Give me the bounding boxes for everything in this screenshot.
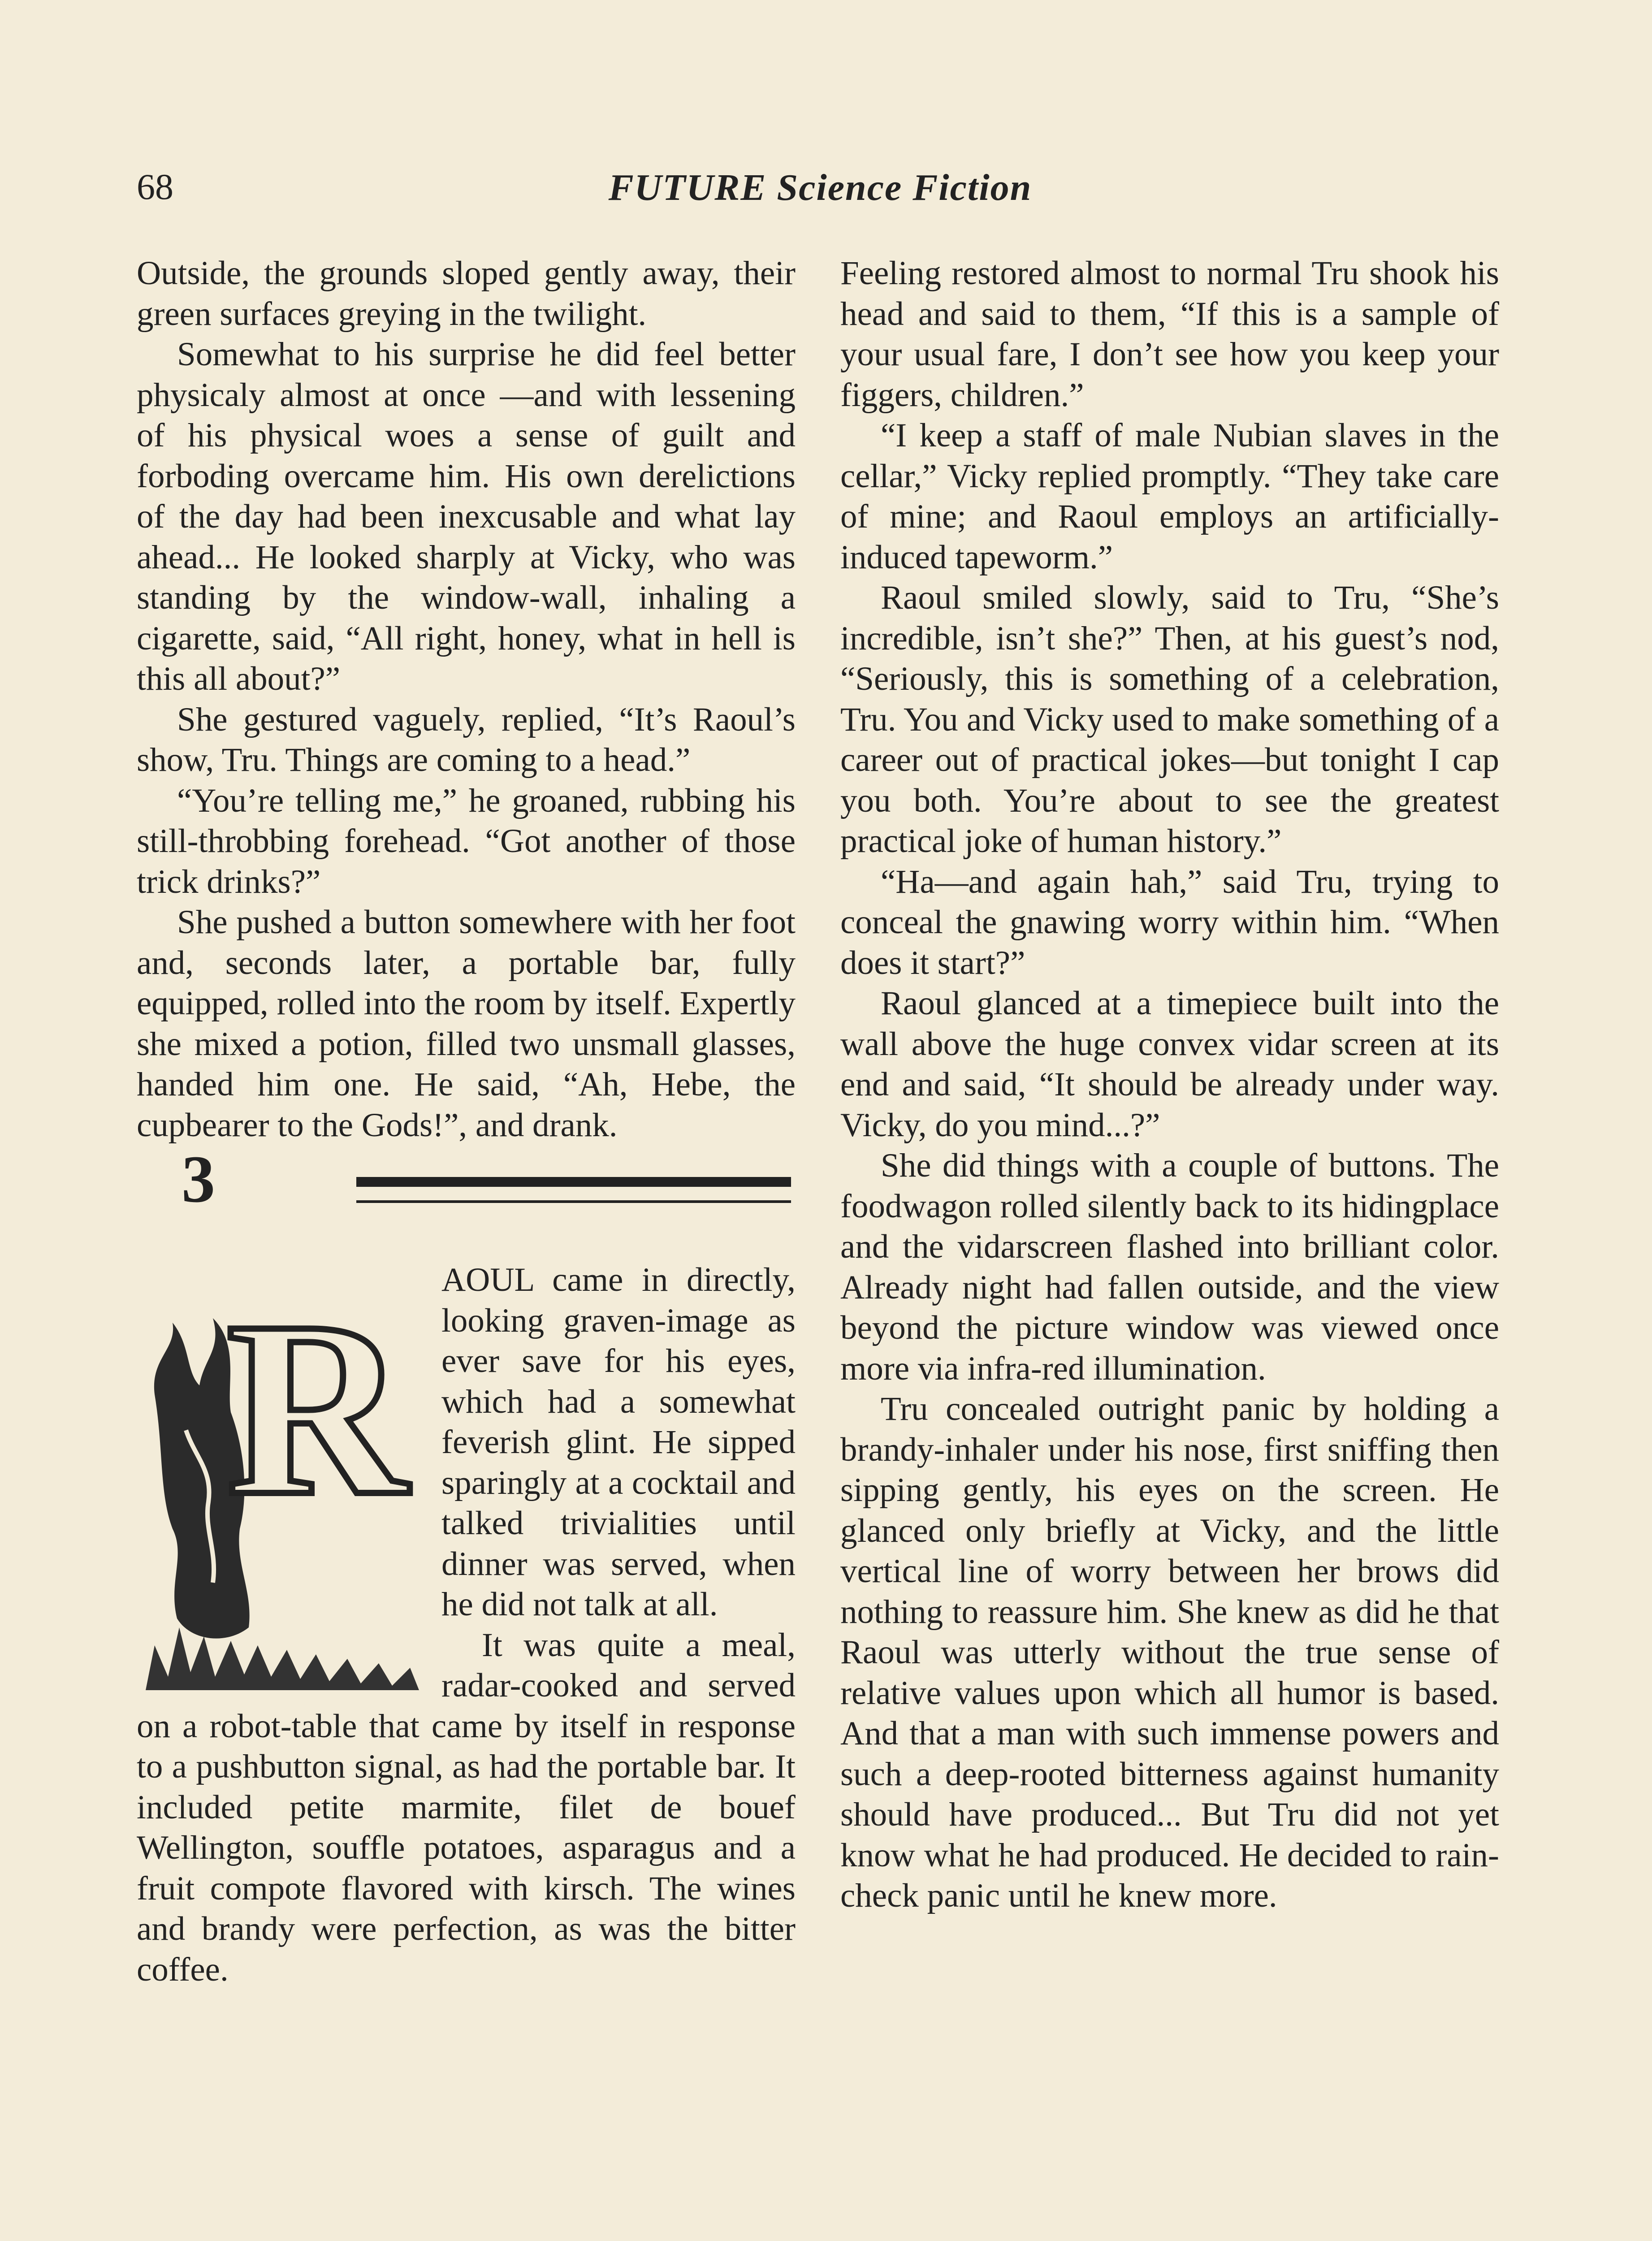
chapter-rule bbox=[356, 1177, 791, 1203]
drop-cap-illustration-icon bbox=[137, 1260, 424, 1699]
page-header bbox=[137, 166, 1504, 215]
decorative-drop-cap bbox=[137, 1260, 424, 1699]
chapter-heading bbox=[137, 1142, 796, 1260]
chapter-number: 3 bbox=[182, 1142, 215, 1216]
paragraph: It was quite a meal, radar-cooked and served on a robot-table that came by itself in response to a pushbutton signal, as had the portable bar. It included petite marmite, filet de bouef Wellington, souffle potatoes, asparagus and a fruit compote flavored with kirsch. The wines and brandy were perfection, as was the bitter coffee. bbox=[137, 1626, 796, 1988]
paragraph: Raoul glanced at a timepiece built into the wall above the huge convex vidar screen at its end and said, “It should be already under way. Vicky, do you mind...?” bbox=[840, 985, 1499, 1144]
paragraph: “You’re telling me,” he groaned, rubbing his still-throbbing forehead. “Got another of those trick drinks?” bbox=[137, 782, 796, 900]
paragraph: She gestured vaguely, replied, “It’s Raoul’s show, Tru. Things are coming to a head.” bbox=[137, 701, 796, 779]
paragraph: Raoul smiled slowly, said to Tru, “She’s incredible, isn’t she?” Then, at his guest’s nod, “Seriously, this is something of a celebration, Tru. You and Vicky used to make something of a career out of practical jokes—but tonight I cap you both. You’re about to see the greatest practical joke of human history.” bbox=[840, 579, 1499, 860]
drop-cap-paragraph: AOUL came in directly, looking graven-image as ever save for his eyes, which had a somewhat feverish glint. He sipped sparingly at a cocktail and talked trivialities until dinner was served, when he did not talk at all. bbox=[441, 1261, 796, 1623]
magazine-title: FUTURE Science Fiction bbox=[608, 167, 1032, 208]
paragraph: Outside, the grounds sloped gently away, their green surfaces greying in the twilight. bbox=[137, 255, 796, 333]
paragraph: “Ha—and again hah,” said Tru, trying to conceal the gnawing worry within him. “When does it start?” bbox=[840, 863, 1499, 982]
svg-text:R: R bbox=[226, 1270, 408, 1548]
paragraph: She pushed a button somewhere with her foot and, seconds later, a portable bar, fully equipped, rolled into the room by itself. Expertly she mixed a potion, filled two unsmall glasses, handed him one. He said, “Ah, Hebe, the cupbearer to the Gods!”, and drank. bbox=[137, 904, 796, 1144]
paragraph: She did things with a couple of buttons. The foodwagon rolled silently back to its hidingplace and the vidarscreen flashed into brilliant color. Already night had fallen outside, and the view beyond the picture window was viewed once more via infra-red illumination. bbox=[840, 1147, 1499, 1387]
page-number: 68 bbox=[137, 166, 173, 207]
drop-cap-section bbox=[137, 1260, 796, 1625]
paragraph: “I keep a staff of male Nubian slaves in the cellar,” Vicky replied promptly. “They take care of mine; and Raoul employs an artificially-induced tapeworm.” bbox=[840, 417, 1499, 576]
paragraph: Somewhat to his surprise he did feel better physicaly almost at once —and with lessening of his physical woes a sense of guilt and forboding overcame him. His own derelictions of the day had been inexcusable and what lay ahead... He looked sharply at Vicky, who was standing by the window-wall, inhaling a cigarette, said, “All right, honey, what in hell is this all about?” bbox=[137, 336, 796, 697]
paragraph: Tru concealed outright panic by holding a brandy-inhaler under his nose, first sniffing then sipping gently, his eyes on the screen. He glanced only briefly at Vicky, and the little vertical line of worry between her brows did nothing to reassure him. She knew as did he that Raoul was utterly without the true sense of relative values upon which all humor is based. And that a man with such immense powers and such a deep-rooted bitterness against humanity should have produced... But Tru did not yet know what he had produced. He decided to rain-check panic until he knew more. bbox=[840, 1390, 1499, 1914]
left-column bbox=[137, 253, 796, 1990]
right-column bbox=[840, 253, 1499, 1917]
paragraph: Feeling restored almost to normal Tru shook his head and said to them, “If this is a sample of your usual fare, I don’t see how you keep your figgers, children.” bbox=[840, 255, 1499, 414]
